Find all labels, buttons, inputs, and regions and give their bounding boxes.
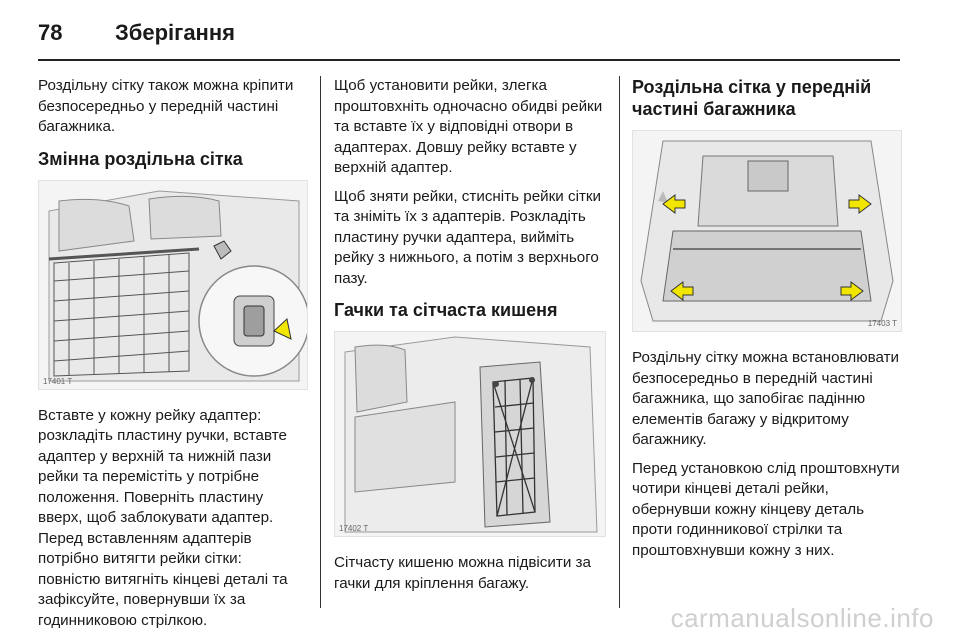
adapter-instructions: Вставте у кожну рейку адаптер: розкладіть пластину ручки, вставте адаптер у верхній та нижній пази рейки та перемістіть у потрібне положення. Поверніть пластину вверх, щоб заблокувати адаптер. Перед вставленням адаптерів потрібно витягти рейки сітки: повністю витягніть кінцеві деталі та зафіксуйте, повернувши їх за годинниковою стрілкою.: [38, 406, 288, 629]
column-1: [38, 76, 308, 639]
column-3: [632, 76, 902, 569]
figure-net-pocket: [334, 331, 606, 537]
figure-code-17403: 17403 T: [867, 319, 897, 328]
section-heading-front-net: Роздільна сітка у передній частині багажника: [632, 77, 872, 119]
install-rails-paragraph: Щоб установити рейки, злегка проштовхніть одночасно обидві рейки та вставте їх у відповідні отвори в адаптерах. Довшу рейку вставте у верхній адаптер.: [334, 77, 603, 176]
figure-front-net: [632, 130, 902, 332]
column-2: [334, 76, 606, 602]
section-heading-hooks-pocket: Гачки та сітчаста кишеня: [334, 300, 558, 320]
front-net-paragraph: Роздільну сітку можна встановлювати безпосередньо в передній частині багажника, що запобігає падінню елементів багажу у відкритому багажнику.: [632, 349, 900, 448]
pocket-text: Сітчасту кишеню можна підвісити за гачки для кріплення багажу.: [334, 554, 591, 592]
intro-paragraph: Роздільну сітку також можна кріпити безпосередньо у передній частині багажника.: [38, 77, 294, 135]
figure-code-17401: 17401 T: [43, 376, 73, 386]
page-title: Зберігання: [115, 20, 235, 45]
section-heading-variable-net: Змінна роздільна сітка: [38, 148, 243, 169]
page-header: [0, 0, 960, 62]
remove-rails-paragraph: Щоб зняти рейки, стисніть рейки сітки та зніміть їх з адаптерів. Розкладіть пластину ручки адаптера, вийміть рейку з нижнього, а потім з верхнього пазу.: [334, 187, 602, 287]
net-adapter-illustration: [39, 181, 307, 389]
page-number: 78: [38, 20, 63, 45]
figure-code-17402: 17402 T: [339, 524, 369, 533]
column-divider-2: [619, 76, 620, 608]
column-divider-1: [320, 76, 321, 608]
figure-net-adapter: [38, 180, 308, 390]
watermark: carmanualsonline.info: [670, 603, 934, 633]
net-pocket-illustration: [335, 332, 605, 536]
header-rule: [38, 59, 900, 61]
front-net-install-paragraph: Перед установкою слід проштовхнути чотири кінцеві деталі рейки, обернувши кожну кінцеву деталь проти годинникової стрілки та проштовхнувши кожну з них.: [632, 459, 900, 559]
trunk-rear-view-illustration: [633, 131, 901, 331]
